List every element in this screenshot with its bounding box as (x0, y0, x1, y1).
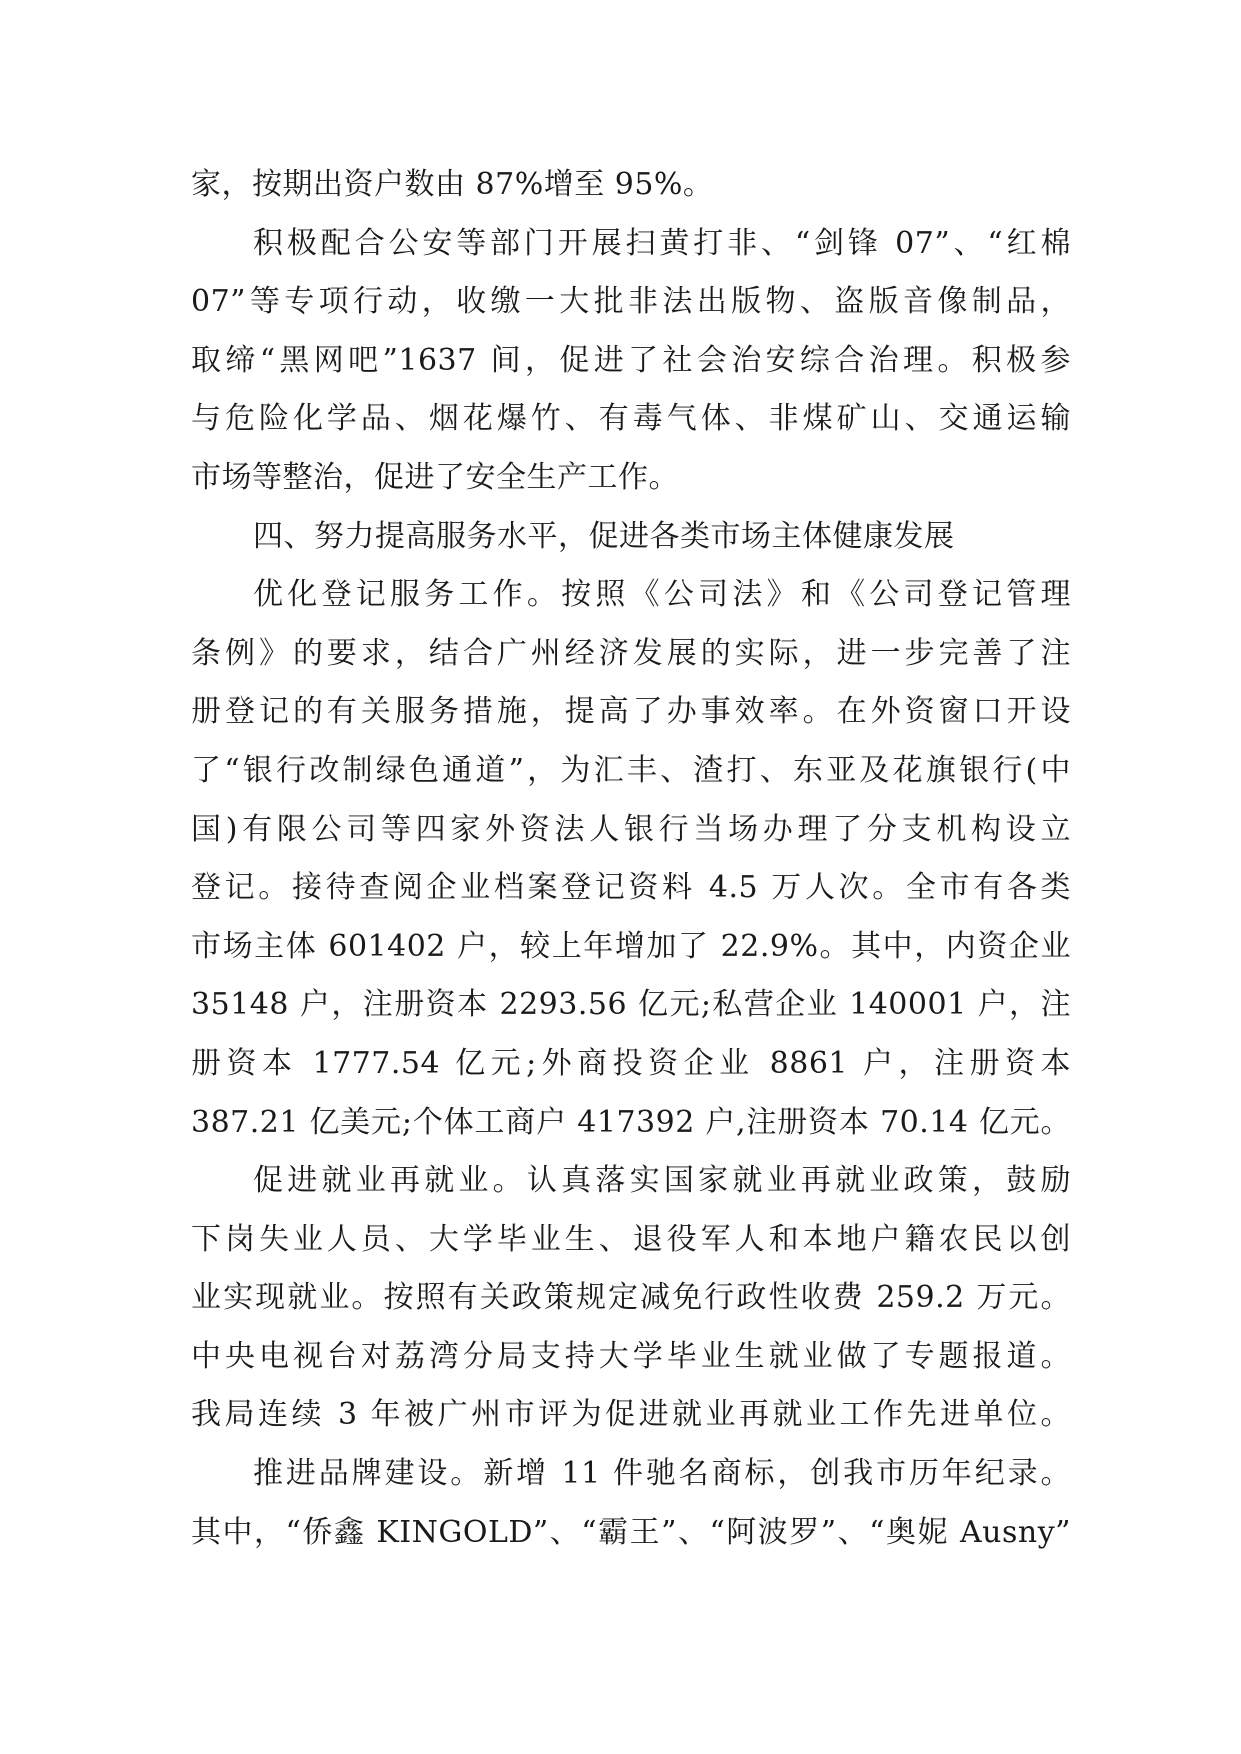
text-line: 册资本 1777.54 亿元;外商投资企业 8861 户，注册资本 (191, 1045, 1071, 1081)
text-line: 家，按期出资户数由 87%增至 95%。 (191, 167, 714, 202)
text-line: 35148 户，注册资本 2293.56 亿元;私营企业 140001 户，注 (191, 987, 1071, 1023)
text-line: 国)有限公司等四家外资法人银行当场办理了分支机构设立 (191, 811, 1071, 847)
text-line: 市场主体 601402 户，较上年增加了 22.9%。其中，内资企业 (191, 928, 1071, 964)
text-line: 中央电视台对荔湾分局支持大学毕业生就业做了专题报道。 (191, 1338, 1071, 1374)
text-line: 了“银行改制绿色通道”，为汇丰、渣打、东亚及花旗银行(中 (191, 752, 1071, 788)
text-line: 其中，“侨鑫 KINGOLD”、“霸王”、“阿波罗”、“奥妮 Ausny” (191, 1514, 1071, 1550)
text-line: 登记。接待查阅企业档案登记资料 4.5 万人次。全市有各类 (191, 870, 1071, 906)
text-line: 07”等专项行动，收缴一大批非法出版物、盗版音像制品， (191, 284, 1071, 320)
paragraph-first-line: 积极配合公安等部门开展扫黄打非、“剑锋 07”、“红棉 (253, 225, 1071, 261)
paragraph-first-line: 促进就业再就业。认真落实国家就业再就业政策，鼓励 (253, 1163, 1071, 1199)
paragraph-first-line: 推进品牌建设。新增 11 件驰名商标，创我市历年纪录。 (253, 1456, 1071, 1492)
text-line: 册登记的有关服务措施，提高了办事效率。在外资窗口开设 (191, 694, 1071, 730)
text-line: 取缔“黑网吧”1637 间，促进了社会治安综合治理。积极参 (191, 342, 1071, 378)
paragraph-first-line: 优化登记服务工作。按照《公司法》和《公司登记管理 (253, 577, 1071, 613)
text-line: 条例》的要求，结合广州经济发展的实际，进一步完善了注 (191, 635, 1071, 671)
text-line: 387.21 亿美元;个体工商户 417392 户,注册资本 70.14 亿元。 (191, 1104, 1071, 1140)
body-text (191, 156, 1071, 1562)
text-line: 我局连续 3 年被广州市评为促进就业再就业工作先进单位。 (191, 1397, 1071, 1433)
text-line: 业实现就业。按照有关政策规定减免行政性收费 259.2 万元。 (191, 1280, 1071, 1316)
text-line: 市场等整治，促进了安全生产工作。 (191, 459, 679, 495)
text-line: 与危险化学品、烟花爆竹、有毒气体、非煤矿山、交通运输 (191, 401, 1071, 437)
section-heading: 四、努力提高服务水平，促进各类市场主体健康发展 (253, 518, 955, 554)
text-line: 下岗失业人员、大学毕业生、退役军人和本地户籍农民以创 (191, 1221, 1071, 1257)
